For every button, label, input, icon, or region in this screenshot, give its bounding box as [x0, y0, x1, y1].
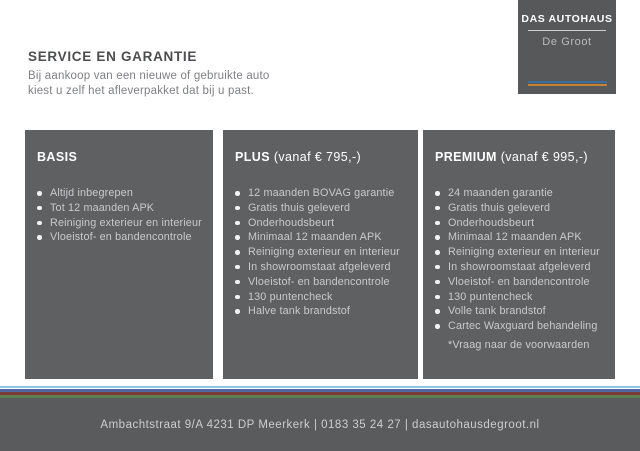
feature-item	[235, 260, 410, 275]
bullet-icon	[235, 250, 240, 255]
feature-item	[235, 304, 410, 319]
package-name: PLUS	[235, 150, 270, 164]
feature-text: Cartec Waxguard behandeling	[448, 320, 598, 333]
feature-text: Altijd inbegrepen	[50, 187, 133, 199]
feature-item	[435, 275, 607, 290]
brand-name: DAS AUTOHAUS	[521, 13, 613, 25]
package-feature-list	[435, 186, 607, 334]
contact-info: Ambachtstraat 9/A 4231 DP Meerkerk | 0183 35 24 27 | dasautohausdegroot.nl	[100, 418, 540, 431]
package-name: BASIS	[37, 150, 78, 164]
feature-text: Onderhoudsbeurt	[448, 216, 535, 229]
feature-item	[37, 186, 205, 201]
package-heading	[435, 150, 607, 164]
feature-text: 24 maanden garantie	[448, 187, 553, 199]
bullet-icon	[235, 206, 240, 211]
feature-item	[435, 304, 607, 319]
package-panel-basis	[25, 130, 213, 379]
feature-text: Halve tank brandstof	[248, 305, 351, 318]
bullet-icon	[435, 221, 440, 226]
page-subtitle	[28, 69, 270, 99]
stripe	[528, 84, 607, 86]
feature-text: Reiniging exterieur en interieur	[448, 246, 600, 259]
package-price: (vanaf € 795,-)	[273, 150, 362, 164]
package-panel-premium	[423, 130, 615, 379]
bullet-icon	[435, 235, 440, 240]
feature-text: 12 maanden BOVAG garantie	[248, 187, 395, 199]
feature-text: Gratis thuis geleverd	[448, 201, 551, 214]
feature-text: Volle tank brandstof	[448, 305, 546, 318]
logo-stripes	[528, 81, 607, 86]
header	[28, 49, 270, 99]
feature-text: Reiniging exterieur en interieur	[248, 246, 400, 259]
feature-text: Vloeistof- en bandencontrole	[448, 275, 590, 288]
brand-logo	[518, 0, 616, 94]
feature-text: Gratis thuis geleverd	[248, 201, 351, 214]
feature-text: Tot 12 maanden APK	[50, 201, 155, 214]
brand-subname: De Groot	[542, 36, 592, 48]
feature-item	[235, 245, 410, 260]
package-heading	[37, 150, 205, 164]
package-footnote: *Vraag naar de voorwaarden	[448, 338, 590, 351]
bullet-icon	[435, 206, 440, 211]
package-heading	[235, 150, 410, 164]
bullet-icon	[235, 191, 240, 196]
logo-divider-line	[528, 30, 606, 31]
feature-text: In showroomstaat afgeleverd	[448, 260, 591, 273]
feature-item	[435, 319, 607, 334]
bullet-icon	[435, 250, 440, 255]
feature-item	[435, 201, 607, 216]
bullet-icon	[435, 191, 440, 196]
feature-item	[235, 230, 410, 245]
feature-item	[435, 260, 607, 275]
feature-text: Reiniging exterieur en interieur	[50, 216, 202, 229]
bullet-icon	[235, 280, 240, 285]
feature-text: Minimaal 12 maanden APK	[248, 231, 382, 244]
feature-item	[235, 275, 410, 290]
feature-text: Minimaal 12 maanden APK	[448, 231, 582, 244]
feature-item	[37, 230, 205, 245]
feature-item	[37, 201, 205, 216]
bullet-icon	[235, 221, 240, 226]
package-name: PREMIUM	[435, 150, 497, 164]
bullet-icon	[435, 265, 440, 270]
bullet-icon	[37, 191, 42, 196]
feature-item	[235, 186, 410, 201]
feature-text: Onderhoudsbeurt	[248, 216, 335, 229]
bullet-icon	[435, 280, 440, 285]
feature-item	[235, 290, 410, 305]
feature-text: Vloeistof- en bandencontrole	[50, 231, 192, 244]
bullet-icon	[37, 221, 42, 226]
bullet-icon	[235, 309, 240, 314]
feature-text: 130 puntencheck	[248, 290, 333, 303]
bullet-icon	[435, 309, 440, 314]
divider-stripes	[0, 386, 640, 398]
package-feature-list	[235, 186, 410, 319]
feature-item	[435, 230, 607, 245]
package-feature-list	[37, 186, 205, 245]
subtitle-line-2: kiest u zelf het afleverpakket dat bij u past.	[28, 85, 254, 97]
feature-item	[235, 216, 410, 231]
feature-item	[435, 216, 607, 231]
feature-text: In showroomstaat afgeleverd	[248, 260, 391, 273]
bullet-icon	[435, 324, 440, 329]
bullet-icon	[435, 295, 440, 300]
bullet-icon	[235, 295, 240, 300]
feature-item	[435, 290, 607, 305]
feature-text: Vloeistof- en bandencontrole	[248, 275, 390, 288]
feature-item	[435, 186, 607, 201]
bullet-icon	[235, 265, 240, 270]
bullet-icon	[37, 235, 42, 240]
feature-text: 130 puntencheck	[448, 290, 533, 303]
feature-item	[435, 245, 607, 260]
feature-item	[37, 216, 205, 231]
package-panel-plus	[223, 130, 418, 379]
subtitle-line-1: Bij aankoop van een nieuwe of gebruikte auto	[28, 70, 270, 82]
footer-bar	[0, 398, 640, 451]
page-title: SERVICE EN GARANTIE	[28, 49, 198, 64]
feature-item	[235, 201, 410, 216]
bullet-icon	[235, 235, 240, 240]
package-price: (vanaf € 995,-)	[500, 150, 588, 164]
bullet-icon	[37, 206, 42, 211]
